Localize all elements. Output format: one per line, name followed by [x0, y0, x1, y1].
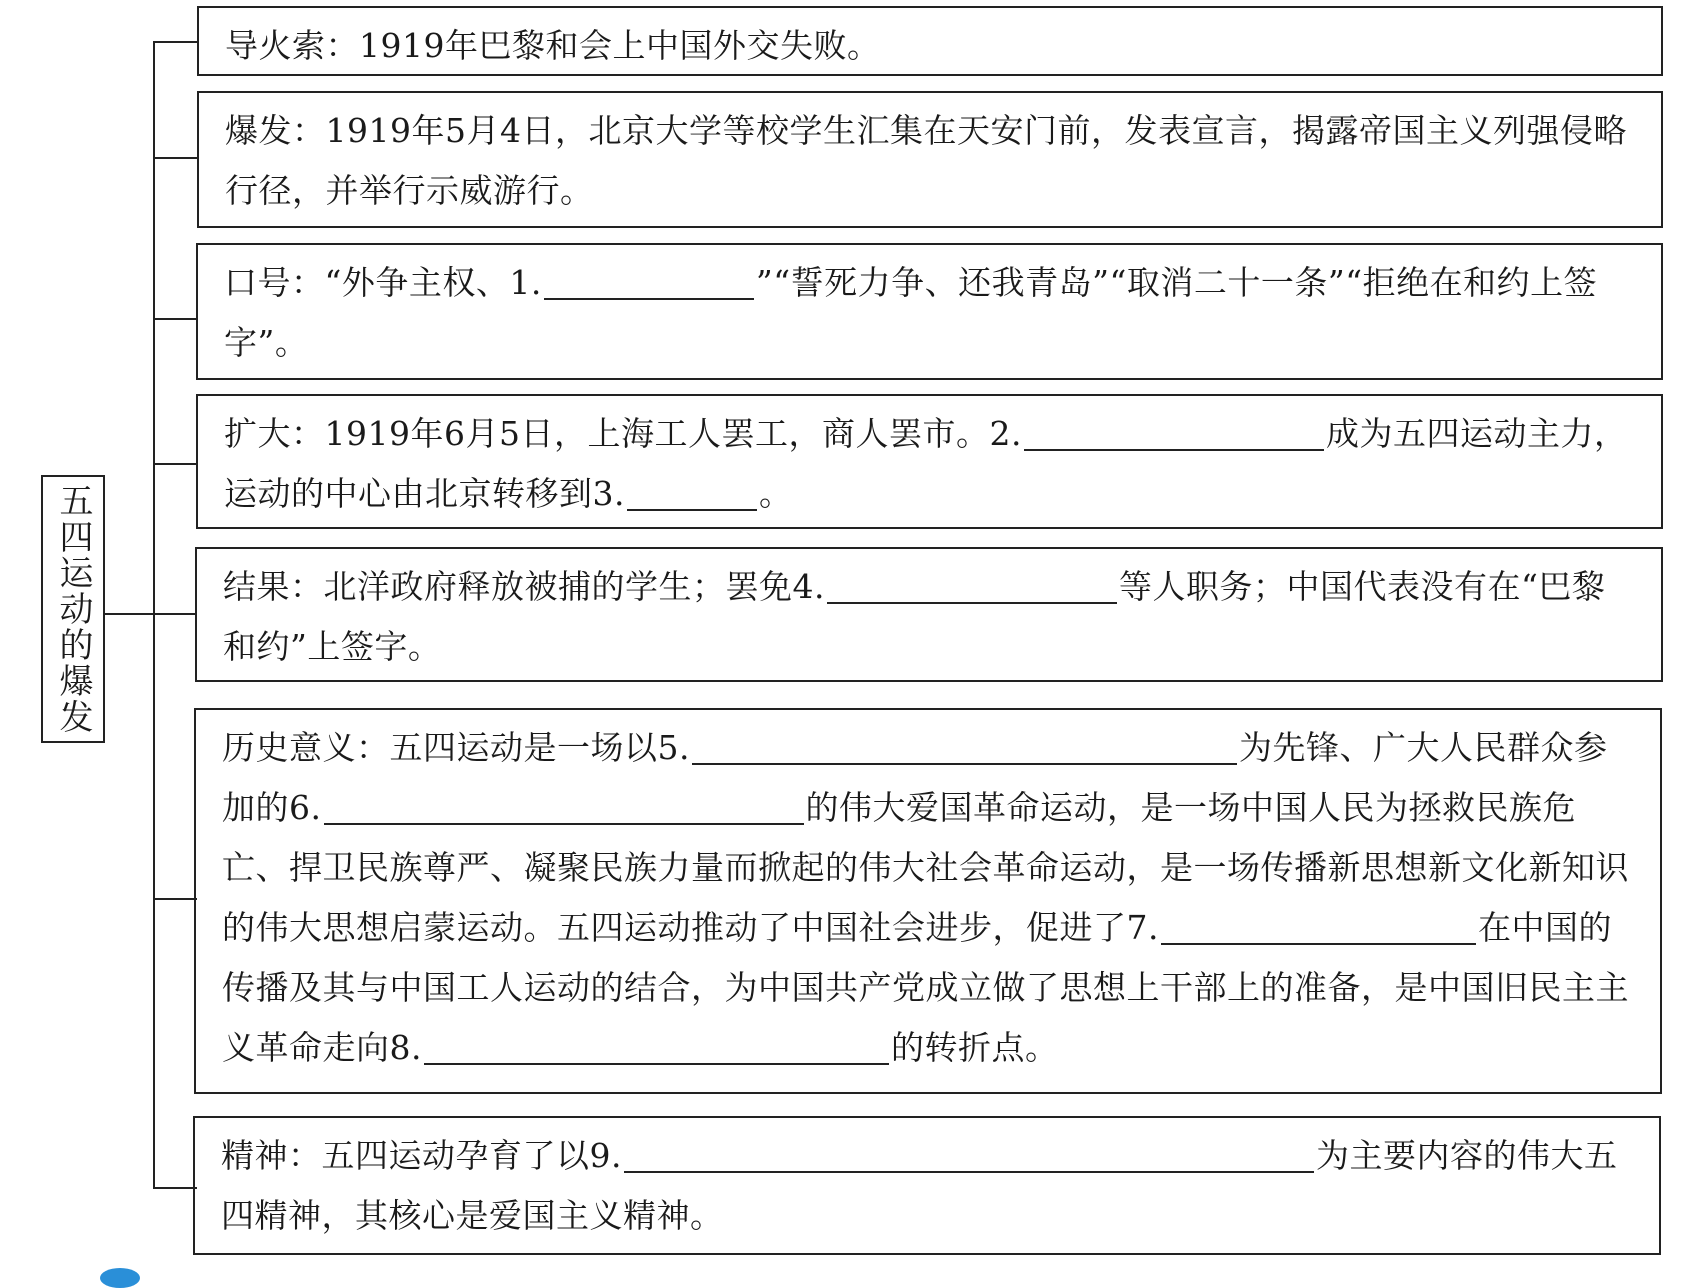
branch-trigger: [153, 41, 197, 43]
answer-blank-6[interactable]: [324, 783, 804, 825]
page-marker-icon: [100, 1268, 140, 1288]
node-result: [195, 547, 1663, 682]
branch-result: [153, 613, 197, 615]
node-label: 结果：: [223, 567, 324, 606]
node-text: 等人职务；中国代表没有在“巴黎和约”上签字。: [223, 567, 1606, 666]
node-label: 历史意义：: [222, 728, 390, 767]
node-spirit: [193, 1116, 1661, 1255]
branch-outbreak: [153, 157, 197, 159]
node-text: “外争主权、1.: [324, 263, 542, 302]
root-connector: [105, 613, 155, 615]
answer-blank-1[interactable]: [544, 258, 754, 300]
node-label: 扩大：: [224, 414, 325, 453]
node-slogans: [196, 243, 1663, 380]
node-text: 北洋政府释放被捕的学生；罢免4.: [323, 567, 825, 606]
node-label: 口号：: [224, 263, 325, 302]
node-text: 五四运动是一场以5.: [389, 728, 690, 767]
node-label: 爆发：: [225, 111, 326, 150]
node-label: 导火索：: [225, 26, 359, 65]
trunk-line: [153, 41, 155, 1189]
node-text: 成为五四运动主力，运动的中心由北京转移到3.: [224, 414, 1628, 513]
node-text: 为先锋、广大人民群众参加的6.: [222, 728, 1608, 827]
node-text: 。: [759, 474, 793, 513]
node-significance: [194, 708, 1662, 1094]
node-text: 的伟大爱国革命运动，是一场中国人民为拯救民族危亡、捍卫民族尊严、凝聚民族力量而掀起的伟大社会革命运动，是一场传播新思想新文化新知识的伟大思想启蒙运动。五四运动推动了中国社会进步，促进了7.: [222, 788, 1629, 947]
node-text: ”“誓死力争、还我青岛”“取消二十一条”“拒绝在和约上签字”。: [224, 263, 1598, 362]
root-node: [41, 475, 105, 743]
branch-spirit: [153, 1187, 197, 1189]
node-expansion: [196, 394, 1663, 529]
node-text: 在中国的传播及其与中国工人运动的结合，为中国共产党成立做了思想上干部上的准备，是中国旧民主主义革命走向8.: [222, 908, 1629, 1067]
node-outbreak: [197, 91, 1663, 228]
node-text: 1919年6月5日，上海工人罢工，商人罢市。2.: [324, 414, 1022, 453]
root-label: 五四运动的爆发: [53, 483, 93, 735]
node-text: 的转折点。: [891, 1028, 1059, 1067]
branch-significance: [153, 898, 197, 900]
answer-blank-2[interactable]: [1024, 409, 1324, 451]
node-text: 为主要内容的伟大五四精神，其核心是爱国主义精神。: [221, 1136, 1618, 1235]
node-text: 五四运动孕育了以9.: [321, 1136, 622, 1175]
node-label: 精神：: [221, 1136, 322, 1175]
answer-blank-9[interactable]: [624, 1131, 1314, 1173]
answer-blank-8[interactable]: [424, 1023, 889, 1065]
branch-expansion: [153, 463, 197, 465]
branch-slogans: [153, 318, 197, 320]
node-text: 1919年5月4日，北京大学等校学生汇集在天安门前，发表宣言，揭露帝国主义列强侵略行径，并举行示威游行。: [225, 111, 1627, 210]
answer-blank-3[interactable]: [627, 469, 757, 511]
node-trigger: [197, 6, 1663, 76]
answer-blank-4[interactable]: [827, 562, 1117, 604]
node-text: 1919年巴黎和会上中国外交失败。: [359, 26, 881, 65]
answer-blank-7[interactable]: [1161, 903, 1476, 945]
answer-blank-5[interactable]: [692, 723, 1237, 765]
